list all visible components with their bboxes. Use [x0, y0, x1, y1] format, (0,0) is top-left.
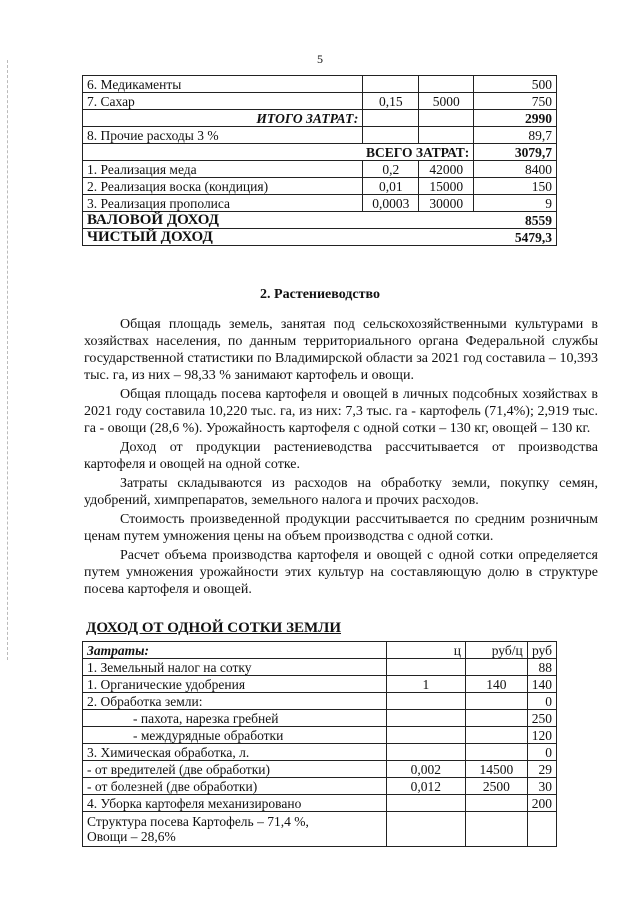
cell-qty: 1 [386, 676, 465, 693]
cell-sum: 8400 [474, 161, 557, 178]
table-row [83, 761, 557, 778]
table-row [83, 76, 557, 93]
table-row [83, 676, 557, 693]
cell-sum: 30 [527, 778, 556, 795]
cell-price [419, 76, 474, 93]
row-label: 6. Медикаменты [83, 76, 363, 93]
cell-qty [386, 710, 465, 727]
header-row [83, 642, 557, 659]
cell-qty [386, 727, 465, 744]
paragraph: Доход от продукции растениеводства рассчитывается от производства картофеля и овощей на одной сотке. [84, 440, 598, 472]
cell-qty: 0,012 [386, 778, 465, 795]
paragraph: Затраты складываются из расходов на обработку земли, покупку семян, удобрений, химпрепаратов, земельного налога и прочих расходов. [84, 476, 598, 508]
cell-sum: 9 [474, 195, 557, 212]
cell-price: 42000 [419, 161, 474, 178]
paragraph: Стоимость произведенной продукции рассчитывается по средним розничным ценам путем умножения цены на объем производства с одной сотки. [84, 512, 598, 544]
paragraph: Расчет объема производства картофеля и овощей с одной сотки определяется путем умножения урожайности этих культур на составляющую долю в структуре посева картофеля и овощей. [84, 548, 598, 597]
cell-qty [386, 659, 465, 676]
body-text [84, 316, 598, 600]
row-label: 4. Уборка картофеля механизировано [83, 795, 387, 812]
cell-sum: 29 [527, 761, 556, 778]
cell-price [466, 659, 528, 676]
table-row [83, 778, 557, 795]
row-label: ИТОГО ЗАТРАТ: [83, 110, 363, 127]
table-row [83, 693, 557, 710]
subtotal-row [83, 110, 557, 127]
table-row [83, 744, 557, 761]
structure-label [83, 812, 387, 847]
cell-sum: 5479,3 [474, 229, 557, 246]
row-label: 3. Реализация прополиса [83, 195, 363, 212]
table-row [83, 127, 557, 144]
cell-sum: 0 [527, 744, 556, 761]
cell-qty [363, 127, 419, 144]
cell-price: 140 [466, 676, 528, 693]
cell-qty: 0,002 [386, 761, 465, 778]
cell-qty: 0,15 [363, 93, 419, 110]
header-price: руб/ц [466, 642, 528, 659]
row-label: - от вредителей (две обработки) [83, 761, 387, 778]
cell-price: 5000 [419, 93, 474, 110]
cell-sum: 200 [527, 795, 556, 812]
cell-qty: 0,2 [363, 161, 419, 178]
row-label: 1. Органические удобрения [83, 676, 387, 693]
cell-sum: 88 [527, 659, 556, 676]
row-label: - пахота, нарезка гребней [83, 710, 387, 727]
cell-price [419, 127, 474, 144]
row-label: ВСЕГО ЗАТРАТ: [83, 144, 474, 161]
table-row [83, 178, 557, 195]
paragraph: Общая площадь посева картофеля и овощей в личных подсобных хозяйствах в 2021 году составила 10,220 тыс. га, из них: 7,3 тыс. га - картофель (71,4%); 2,919 тыс. га - овощи (28,6 %). Урожайность картофеля с одной сотки – 130 кг, овощей – 130 кг. [84, 387, 598, 436]
cell-sum: 500 [474, 76, 557, 93]
cell-price [466, 795, 528, 812]
cell-sum: 140 [527, 676, 556, 693]
cell-qty [386, 744, 465, 761]
structure-line-1: Структура посева Картофель – 71,4 %, [87, 814, 309, 829]
table-row [83, 93, 557, 110]
cell-sum: 3079,7 [474, 144, 557, 161]
table-row [83, 710, 557, 727]
paragraph: Общая площадь земель, занятая под сельскохозяйственными культурами в хозяйствах населения, по данным территориального органа Федеральной службы государственной статистики по Владимирской области за 2021 год составила – 10,393 тыс. га, из них – 98,33 % занимают картофель и овощи. [84, 317, 598, 383]
table-row [83, 727, 557, 744]
row-label: 1. Земельный налог на сотку [83, 659, 387, 676]
structure-row [83, 812, 557, 847]
cell-price: 15000 [419, 178, 474, 195]
header-qty: ц [386, 642, 465, 659]
cell-sum: 2990 [474, 110, 557, 127]
table-row [83, 161, 557, 178]
row-label: 2. Реализация воска (кондиция) [83, 178, 363, 195]
row-label: - междурядные обработки [83, 727, 387, 744]
cell-price: 14500 [466, 761, 528, 778]
table-row [83, 659, 557, 676]
cell-price [419, 110, 474, 127]
cell-sum: 750 [474, 93, 557, 110]
cell-sum: 150 [474, 178, 557, 195]
margin-line [7, 60, 8, 660]
row-label: ЧИСТЫЙ ДОХОД [83, 229, 363, 246]
structure-line-2: Овощи – 28,6% [87, 829, 176, 844]
cell-qty [386, 795, 465, 812]
plot-income-table [82, 641, 557, 847]
row-label: 1. Реализация меда [83, 161, 363, 178]
cell-sum: 89,7 [474, 127, 557, 144]
section-title: 2. Растениеводство [260, 287, 380, 302]
table-row [83, 795, 557, 812]
cell-qty [386, 693, 465, 710]
row-label: 8. Прочие расходы 3 % [83, 127, 363, 144]
cell-price: 2500 [466, 778, 528, 795]
cell-price [466, 727, 528, 744]
row-label: 2. Обработка земли: [83, 693, 387, 710]
cell-price [466, 744, 528, 761]
cell-qty: 0,0003 [363, 195, 419, 212]
cell-sum: 120 [527, 727, 556, 744]
net-income-row [83, 229, 557, 246]
cell-price [466, 693, 528, 710]
header-sum: руб [527, 642, 556, 659]
beekeeping-cost-table [82, 75, 557, 246]
cell-qty [363, 110, 419, 127]
cell-sum: 8559 [474, 212, 557, 229]
header-label: Затраты: [83, 642, 387, 659]
cell-qty: 0,01 [363, 178, 419, 195]
page-number: 5 [317, 52, 323, 66]
cell-sum: 0 [527, 693, 556, 710]
row-label: 3. Химическая обработка, л. [83, 744, 387, 761]
row-label: 7. Сахар [83, 93, 363, 110]
gross-income-row [83, 212, 557, 229]
row-label: - от болезней (две обработки) [83, 778, 387, 795]
cell-price [466, 710, 528, 727]
total-row [83, 144, 557, 161]
cell-qty [363, 76, 419, 93]
row-label: ВАЛОВОЙ ДОХОД [83, 212, 363, 229]
cell-price: 30000 [419, 195, 474, 212]
cell-sum: 250 [527, 710, 556, 727]
table-row [83, 195, 557, 212]
table-title: ДОХОД ОТ ОДНОЙ СОТКИ ЗЕМЛИ [86, 620, 342, 636]
